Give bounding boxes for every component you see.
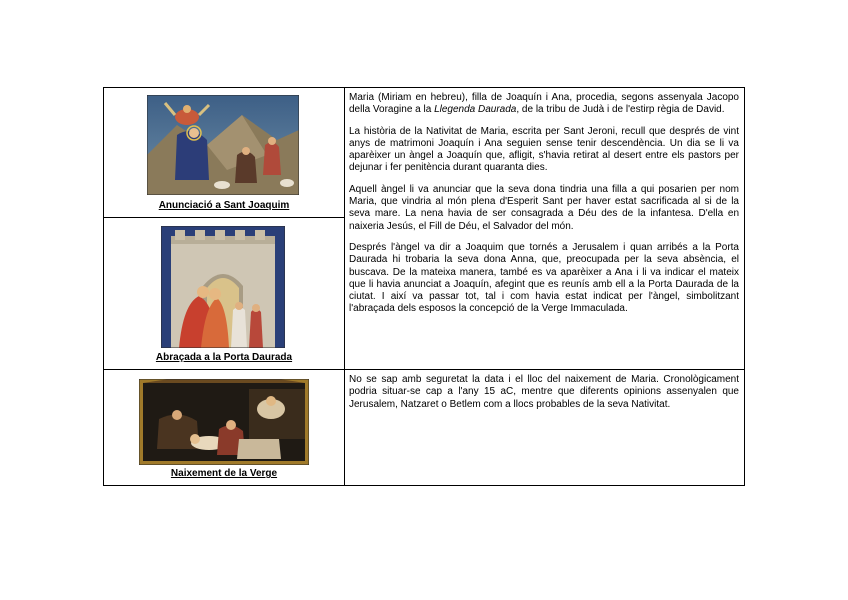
- painting-annunciation-joachim-icon: [147, 95, 299, 195]
- paragraph-golden-gate: Després l'àngel va dir a Joaquim que tornés a Jerusalem i quan arribés a la Porta Daurada hi trobaria la seva dona Anna, que, preocupada per la seva absència, el buscava. De la mateixa manera, també es va aparèixer a Ana i li va indicar el mateix que li havia anunciat a Joaquín, afegint que es reunís amb ell a la Porta Daurada de la ciutat. I així va passar tot, tal i com havia estat indicat per l'àngel, simbolitzant l'abraçada dels esposos la concepció de la Verge Immaculada.: [349, 241, 739, 315]
- paragraph-nativity-story: La història de la Nativitat de Maria, escrita per Sant Jeroni, recull que després de vint anys de matrimoni Joaquín i Ana seguien sense tenir descendència. Un dia se li va aparèixer un àngel a Joaquín que, afligit, s'havia retirat al desert entre els pastors per dejunar i fer penitència durant quaranta dies.: [349, 125, 739, 174]
- paragraph-angel-announcement: Aquell àngel li va anunciar que la seva dona tindria una filla a qui posarien per nom Maria, que vindria al món plena d'Esperit Sant per haver estat sacrificada al si de la seva mare. La nena havia de ser consagrada a Déu des de la infantesa. D'ella en naixeria Jesús, el Fill de Déu, el Salvador del món.: [349, 183, 739, 232]
- paragraph-lineage: Maria (Miriam en hebreu), filla de Joaquín i Ana, procedia, segons assenyala Jacopo della Voragine a la Llegenda Daurada, de la tribu de Judà i de l'estirp règia de David.: [349, 92, 739, 116]
- image-column: [104, 88, 345, 485]
- paragraph-birth-date: No se sap amb seguretat la data i el lloc del naixement de Maria. Cronològicament podria situar-se cap a l'any 15 aC, mentre que diferents opinions assenyalen que Jerusalem, Natzaret o Betlem com a llocs probables de la seva Nativitat.: [349, 374, 739, 410]
- painting-golden-gate-embrace-icon: [161, 226, 285, 348]
- caption-annunciation: Anunciació a Sant Joaquim: [158, 200, 290, 211]
- image-cell-birth: [104, 370, 344, 485]
- text-cell-birth: [345, 370, 744, 485]
- text-cell-annunciation: [345, 88, 744, 370]
- image-cell-annunciation: [104, 88, 344, 218]
- book-title: Llegenda Daurada: [434, 104, 517, 116]
- text-column: [345, 88, 744, 485]
- painting-birth-of-virgin-icon: [139, 379, 309, 465]
- caption-embrace: Abraçada a la Porta Daurada: [155, 352, 293, 363]
- document-table: [103, 87, 745, 486]
- caption-birth: Naixement de la Verge: [170, 468, 278, 479]
- image-cell-embrace: [104, 218, 344, 370]
